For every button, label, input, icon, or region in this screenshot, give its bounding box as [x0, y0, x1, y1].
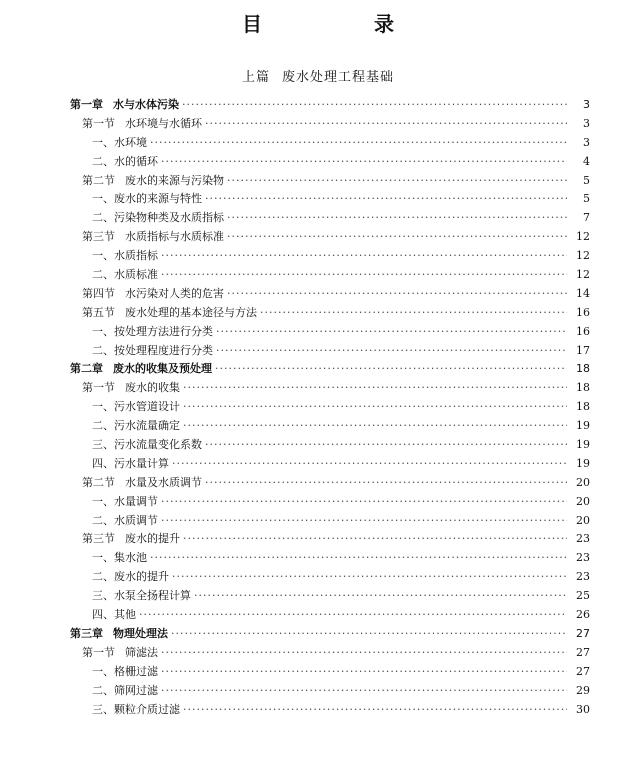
toc-entry-label — [92, 134, 147, 153]
toc-entry-number: 四、 — [92, 608, 114, 622]
toc-entry-page: 7 — [583, 211, 590, 225]
toc-entry-text: 其他 — [114, 608, 136, 622]
toc-entry-number: 一、 — [92, 324, 114, 338]
toc-entry-page: 27 — [576, 664, 590, 678]
toc-entry-label — [82, 228, 224, 247]
dot-leader — [183, 398, 567, 417]
dot-leader — [172, 455, 567, 474]
toc-entry-page: 3 — [583, 98, 590, 111]
toc-entry-text: 筛网过滤 — [114, 683, 158, 697]
dot-leader — [205, 474, 567, 493]
toc-entry-number: 一、 — [92, 494, 114, 508]
toc-entry-page: 23 — [576, 570, 590, 584]
toc-entry-page: 12 — [576, 268, 590, 282]
toc-entry-page: 27 — [576, 626, 590, 640]
toc-entry-item — [70, 512, 590, 531]
toc-entry-item — [70, 209, 590, 228]
toc-entry-label — [82, 644, 158, 663]
toc-entry-label — [70, 625, 168, 644]
toc-entry-section — [70, 474, 590, 493]
toc-entry-label — [92, 153, 158, 172]
toc-entry-item — [70, 549, 590, 568]
toc-entry-number: 三、 — [92, 589, 114, 603]
toc-entry-number: 一、 — [92, 249, 114, 263]
toc-entry-item — [70, 134, 590, 153]
toc-entry-label — [70, 360, 212, 379]
dot-leader — [227, 209, 567, 228]
toc-entry-text: 水污染对人类的危害 — [125, 286, 224, 300]
toc-entry-label — [92, 493, 158, 512]
toc-entry-page: 4 — [583, 154, 590, 168]
toc-entry-text: 水质指标 — [114, 249, 158, 263]
toc-entry-label — [92, 247, 158, 266]
toc-entry-section — [70, 228, 590, 247]
toc-entry-page: 12 — [576, 230, 590, 244]
toc-entry-label — [92, 682, 158, 701]
toc-entry-text: 水泵全扬程计算 — [114, 589, 191, 603]
toc-entry-label — [82, 285, 224, 304]
toc-entry-page: 18 — [576, 362, 590, 376]
dot-leader — [227, 228, 567, 247]
toc-entry-item — [70, 266, 590, 285]
toc-entry-item — [70, 455, 590, 474]
toc-entry-item — [70, 247, 590, 266]
dot-leader — [171, 625, 567, 644]
toc-entry-text: 废水的收集 — [125, 381, 180, 395]
dot-leader — [150, 134, 567, 153]
dot-leader — [161, 153, 567, 172]
toc-entry-text: 污染物种类及水质指标 — [114, 211, 224, 225]
toc-entry-number: 第五节 — [82, 305, 115, 319]
toc-entry-item — [70, 398, 590, 417]
toc-entry-text: 污水流量变化系数 — [114, 438, 202, 452]
toc-entry-text: 污水管道设计 — [114, 400, 180, 414]
toc-entry-label — [92, 209, 224, 228]
toc-entry-number: 二、 — [92, 419, 114, 433]
part-title: 废水处理工程基础 — [282, 70, 395, 85]
dot-leader — [161, 493, 567, 512]
toc-entry-text: 水环境 — [114, 135, 147, 149]
toc-entry-label — [92, 190, 202, 209]
toc-entry-section — [70, 285, 590, 304]
dot-leader — [216, 342, 567, 361]
toc-entry-page: 17 — [576, 343, 590, 357]
toc-entry-number: 三、 — [92, 438, 114, 452]
toc-entry-page: 26 — [576, 608, 590, 622]
toc-entry-text: 废水处理的基本途径与方法 — [125, 305, 257, 319]
dot-leader — [161, 663, 567, 682]
toc-entry-number: 二、 — [92, 570, 114, 584]
toc-entry-label — [70, 96, 179, 115]
dot-leader — [161, 512, 567, 531]
toc-entry-number: 二、 — [92, 211, 114, 225]
toc-entry-section — [70, 115, 590, 134]
toc-entry-text: 水质调节 — [114, 513, 158, 527]
toc-entry-page: 25 — [576, 589, 590, 603]
toc-entry-label — [82, 304, 257, 323]
toc-entry-text: 废水的来源与特性 — [114, 192, 202, 206]
toc-entry-label — [82, 379, 180, 398]
dot-leader — [183, 701, 567, 720]
toc-entry-label — [92, 701, 180, 720]
toc-entry-label — [92, 455, 169, 474]
dot-leader — [215, 360, 567, 379]
toc-entry-label — [92, 606, 136, 625]
toc-entry-label — [82, 474, 202, 493]
toc-entry-page: 27 — [576, 645, 590, 659]
toc-entry-page: 3 — [583, 116, 590, 130]
toc-entry-page: 19 — [576, 456, 590, 470]
page-title: 目 录 — [242, 12, 440, 36]
dot-leader — [205, 436, 567, 455]
toc-entry-label — [92, 512, 158, 531]
toc-entry-text: 水的循环 — [114, 154, 158, 168]
dot-leader — [183, 417, 567, 436]
toc-entry-page: 19 — [576, 419, 590, 433]
toc-entry-text: 污水量计算 — [114, 456, 169, 470]
toc-entry-page: 14 — [576, 286, 590, 300]
toc-entry-label — [92, 568, 169, 587]
toc-entry-chapter — [70, 625, 590, 644]
toc-entry-number: 第一章 — [70, 98, 103, 111]
dot-leader — [182, 96, 567, 115]
toc-entry-label — [82, 115, 202, 134]
toc-entry-number: 第三节 — [82, 230, 115, 244]
toc-entry-item — [70, 701, 590, 720]
dot-leader — [194, 587, 567, 606]
dot-leader — [205, 115, 567, 134]
toc-entry-number: 第四节 — [82, 286, 115, 300]
toc-entry-section — [70, 172, 590, 191]
toc-entry-section — [70, 530, 590, 549]
toc-entry-label — [92, 266, 158, 285]
dot-leader — [161, 644, 567, 663]
dot-leader — [227, 172, 567, 191]
toc-entry-item — [70, 663, 590, 682]
toc-entry-page: 20 — [576, 475, 590, 489]
toc-entry-item — [70, 587, 590, 606]
dot-leader — [260, 304, 567, 323]
toc-entry-item — [70, 436, 590, 455]
part-heading — [0, 66, 636, 85]
toc-entry-text: 水量及水质调节 — [125, 475, 202, 489]
toc-entry-number: 二、 — [92, 154, 114, 168]
toc-entry-number: 二、 — [92, 513, 114, 527]
toc-entry-text: 颗粒介质过滤 — [114, 702, 180, 716]
toc-entry-text: 水质指标与水质标准 — [125, 230, 224, 244]
dot-leader — [161, 682, 567, 701]
toc-entry-number: 一、 — [92, 400, 114, 414]
toc-entry-item — [70, 190, 590, 209]
toc-entry-item — [70, 568, 590, 587]
toc-entry-number: 二、 — [92, 268, 114, 282]
toc-entry-label — [92, 342, 213, 361]
toc-entry-text: 污水流量确定 — [114, 419, 180, 433]
dot-leader — [161, 247, 567, 266]
toc-entry-chapter — [70, 96, 590, 115]
toc-entry-item — [70, 493, 590, 512]
toc-entry-number: 第一节 — [82, 116, 115, 130]
toc-entry-page: 20 — [576, 494, 590, 508]
toc-entry-item — [70, 682, 590, 701]
toc-entry-item — [70, 606, 590, 625]
toc-entry-number: 三、 — [92, 702, 114, 716]
toc-entry-number: 第二节 — [82, 475, 115, 489]
dot-leader — [216, 323, 567, 342]
toc-entry-text: 废水的提升 — [114, 570, 169, 584]
toc-entry-text: 水质标准 — [114, 268, 158, 282]
dot-leader — [139, 606, 567, 625]
toc-entry-number: 一、 — [92, 135, 114, 149]
toc-entry-number: 四、 — [92, 456, 114, 470]
toc-entry-page: 16 — [576, 305, 590, 319]
toc-entry-text: 废水的收集及预处理 — [113, 362, 212, 376]
dot-leader — [183, 530, 567, 549]
toc-entry-text: 水与水体污染 — [113, 98, 179, 111]
toc-entry-label — [82, 172, 224, 191]
toc-entry-label — [92, 587, 191, 606]
toc-entry-page: 18 — [576, 400, 590, 414]
toc-entry-text: 集水池 — [114, 551, 147, 565]
toc-entry-page: 5 — [583, 192, 590, 206]
toc-entry-page: 3 — [583, 135, 590, 149]
toc-entry-number: 二、 — [92, 343, 114, 357]
toc-entry-page: 23 — [576, 532, 590, 546]
toc-entry-page: 29 — [576, 683, 590, 697]
dot-leader — [183, 379, 567, 398]
toc-entry-chapter — [70, 360, 590, 379]
toc-entry-number: 第二章 — [70, 362, 103, 376]
toc-entry-number: 第三节 — [82, 532, 115, 546]
toc-entry-page: 5 — [583, 173, 590, 187]
toc-entry-label — [92, 417, 180, 436]
toc-entry-number: 第一节 — [82, 645, 115, 659]
toc-entry-number: 二、 — [92, 683, 114, 697]
toc-entry-page: 23 — [576, 551, 590, 565]
toc-entry-text: 废水的提升 — [125, 532, 180, 546]
toc-entry-section — [70, 304, 590, 323]
toc-entry-number: 一、 — [92, 551, 114, 565]
dot-leader — [172, 568, 567, 587]
toc-entry-page: 16 — [576, 324, 590, 338]
toc-entry-page: 12 — [576, 249, 590, 263]
dot-leader — [205, 190, 567, 209]
toc-entry-label — [92, 323, 213, 342]
toc-entry-number: 第二节 — [82, 173, 115, 187]
toc-entry-page: 30 — [576, 702, 590, 716]
toc-entry-text: 物理处理法 — [113, 626, 168, 640]
toc-entry-item — [70, 153, 590, 172]
toc-entry-text: 水环境与水循环 — [125, 116, 202, 130]
toc-entry-text: 按处理方法进行分类 — [114, 324, 213, 338]
toc-entry-label — [82, 530, 180, 549]
dot-leader — [227, 285, 567, 304]
toc-entry-label — [92, 663, 158, 682]
part-name: 上篇 — [241, 70, 270, 85]
toc-entry-item — [70, 323, 590, 342]
toc-entry-number: 第三章 — [70, 626, 103, 640]
dot-leader — [150, 549, 567, 568]
toc-entry-number: 一、 — [92, 192, 114, 206]
toc-entry-label — [92, 549, 147, 568]
dot-leader — [161, 266, 567, 285]
toc-entry-text: 水量调节 — [114, 494, 158, 508]
toc-entry-label — [92, 398, 180, 417]
toc-entry-number: 一、 — [92, 664, 114, 678]
toc-entry-item — [70, 417, 590, 436]
toc-entry-page: 19 — [576, 438, 590, 452]
toc-entry-section — [70, 644, 590, 663]
toc-entry-text: 筛滤法 — [125, 645, 158, 659]
toc-entry-page: 20 — [576, 513, 590, 527]
toc-entry-text: 格栅过滤 — [114, 664, 158, 678]
table-of-contents — [70, 96, 590, 719]
toc-entry-item — [70, 342, 590, 361]
toc-entry-label — [92, 436, 202, 455]
toc-entry-text: 按处理程度进行分类 — [114, 343, 213, 357]
toc-entry-number: 第一节 — [82, 381, 115, 395]
toc-entry-page: 18 — [576, 381, 590, 395]
toc-entry-section — [70, 379, 590, 398]
toc-entry-text: 废水的来源与污染物 — [125, 173, 224, 187]
